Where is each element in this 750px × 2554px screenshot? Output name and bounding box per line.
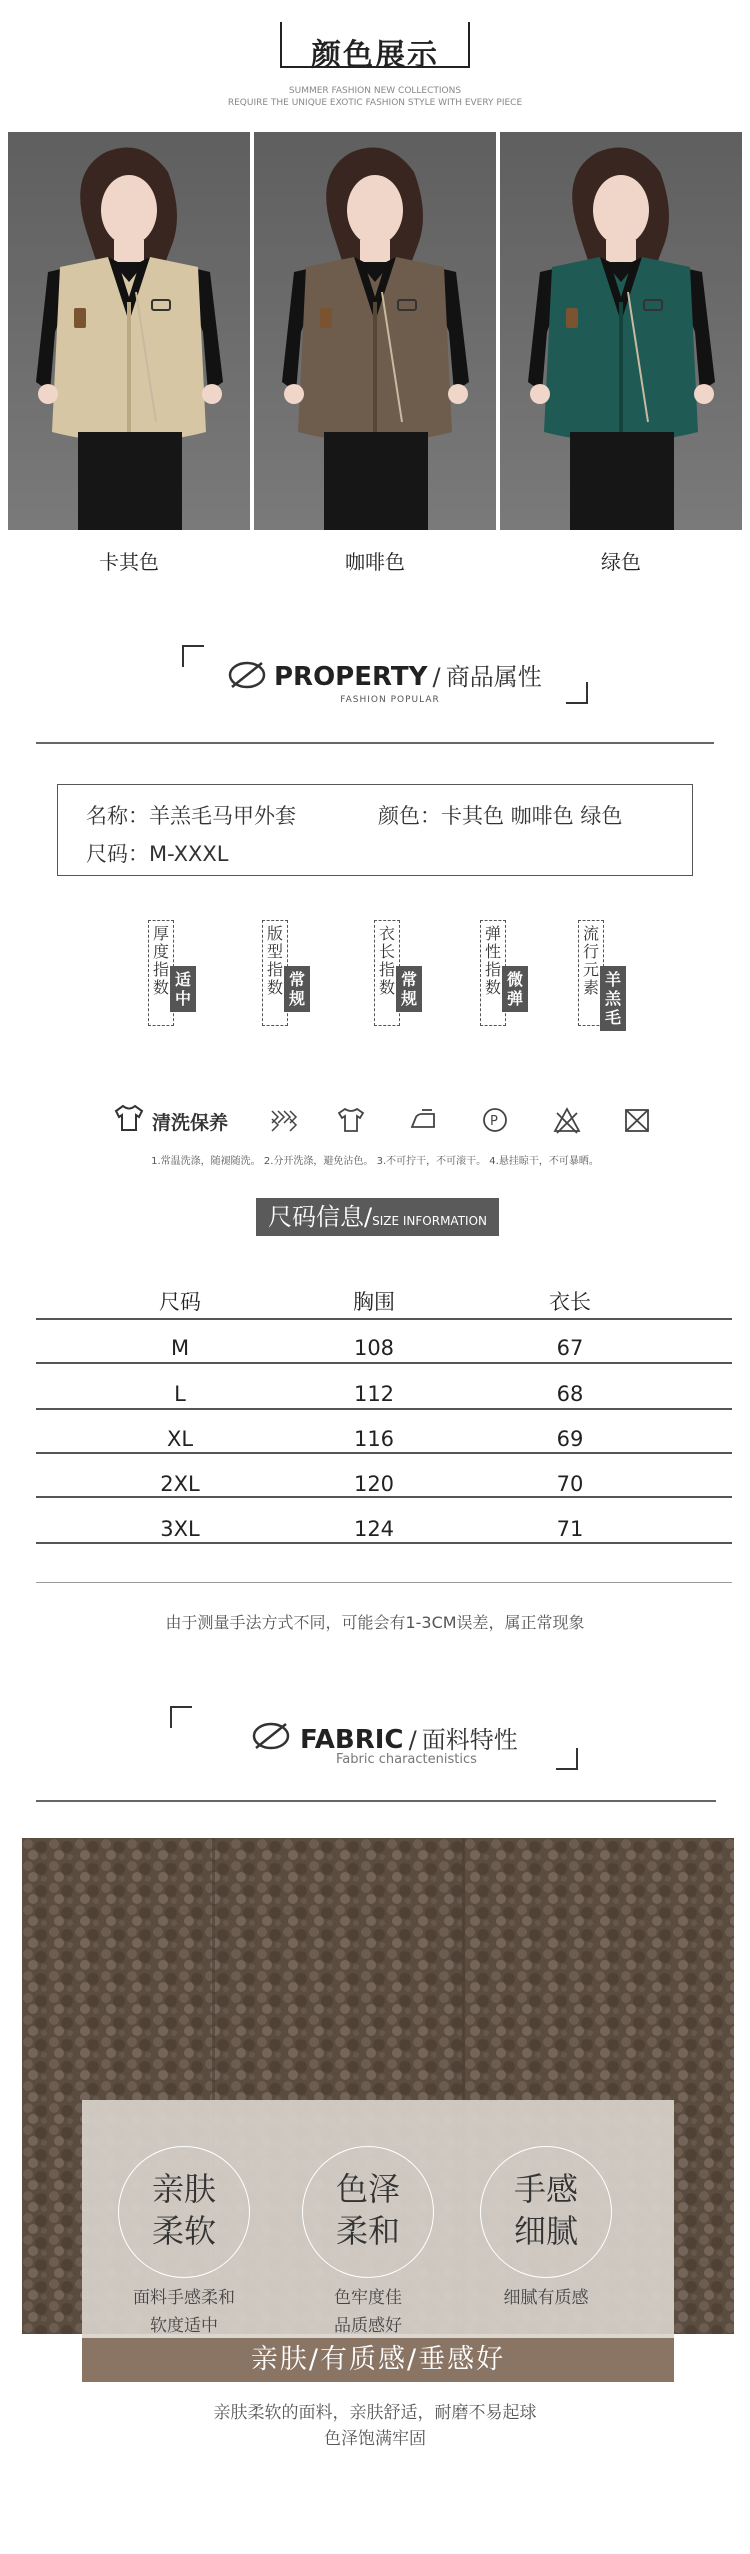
table-cell: XL xyxy=(166,1427,194,1451)
table-cell: 112 xyxy=(353,1382,395,1406)
table-cell: M xyxy=(170,1336,190,1360)
model-figure xyxy=(8,132,250,530)
table-row-divider xyxy=(36,1542,732,1544)
feature-title: 亲肤 xyxy=(151,2170,216,2208)
table-row-divider xyxy=(36,1496,732,1498)
model-figure xyxy=(254,132,496,530)
fabric-bracket-top-left xyxy=(170,1706,192,1728)
table-cell: 108 xyxy=(353,1336,395,1360)
shirt-wash-icon xyxy=(336,1105,366,1135)
product-sizes: 尺码：M-XXXL xyxy=(86,842,229,866)
feature-title: 色泽 xyxy=(335,2170,400,2208)
feature-title: 柔软 xyxy=(151,2212,216,2250)
feature-description: 色牢度佳 xyxy=(334,2288,402,2308)
wash-care-note: 1.常温洗涤，随褪随洗。 2.分开洗涤，避免沾色。 3.不可拧干，不可滚干。 4.悬挂晾干，不可暴晒。 xyxy=(151,1156,599,1167)
table-cell: 3XL xyxy=(160,1517,200,1541)
feature-title: 手感 xyxy=(513,2170,578,2208)
table-bottom-line xyxy=(36,1582,732,1583)
feature-description: 面料手感柔和 xyxy=(133,2288,235,2308)
dry-clean-icon xyxy=(480,1105,510,1135)
slash-circle-icon xyxy=(226,660,268,690)
product-colors: 颜色：卡其色 咖啡色 绿色 xyxy=(378,804,623,828)
scale-label: 弹性指数 xyxy=(480,920,506,1026)
product-name: 名称：羊羔毛马甲外套 xyxy=(86,804,296,828)
table-cell: 69 xyxy=(556,1427,584,1451)
scale-value-tag: 微弹 xyxy=(502,966,528,1012)
color-section-title: 颜色展示 xyxy=(311,38,439,73)
property-subtitle: FASHION POPULAR xyxy=(340,695,440,705)
no-tumble-dry-icon xyxy=(622,1105,652,1135)
bracket-top-left xyxy=(182,645,204,667)
table-cell: 2XL xyxy=(160,1472,200,1496)
color-label: 绿色 xyxy=(601,550,641,574)
divider xyxy=(36,742,714,744)
table-cell: 67 xyxy=(556,1336,584,1360)
scale-value-tag: 常规 xyxy=(284,966,310,1012)
model-photo xyxy=(8,132,250,530)
color-label: 卡其色 xyxy=(99,550,159,574)
table-row-divider xyxy=(36,1318,732,1320)
feature-title: 柔和 xyxy=(335,2212,400,2250)
table-header-cell: 尺码 xyxy=(159,1290,201,1314)
table-cell: 120 xyxy=(353,1472,395,1496)
feature-description: 软度适中 xyxy=(150,2316,218,2336)
table-row-divider xyxy=(36,1408,732,1410)
table-row-divider xyxy=(36,1452,732,1454)
model-photo xyxy=(500,132,742,530)
scale-label: 衣长指数 xyxy=(374,920,400,1026)
size-note: 由于测量手法方式不同，可能会有1-3CM误差，属正常现象 xyxy=(165,1613,585,1632)
scale-label: 厚度指数 xyxy=(148,920,174,1026)
tshirt-icon xyxy=(112,1103,146,1133)
model-photo xyxy=(254,132,496,530)
table-cell: L xyxy=(174,1382,186,1406)
table-cell: 68 xyxy=(556,1382,584,1406)
fabric-banner: 亲肤/有质感/垂感好 xyxy=(82,2338,674,2382)
no-bleach-icon xyxy=(552,1105,582,1135)
table-cell: 124 xyxy=(353,1517,395,1541)
table-row-divider xyxy=(36,1362,732,1364)
wash-temperature-icon xyxy=(268,1105,298,1135)
table-cell: 70 xyxy=(556,1472,584,1496)
fabric-footer-line-1: 亲肤柔软的面料，亲肤舒适，耐磨不易起球 xyxy=(213,2403,537,2423)
model-figure xyxy=(500,132,742,530)
color-tag-line-2: REQUIRE THE UNIQUE EXOTIC FASHION STYLE WITH EVERY PIECE xyxy=(227,98,523,108)
iron-icon xyxy=(408,1105,438,1135)
fabric-footer-line-2: 色泽饱满牢固 xyxy=(324,2429,426,2449)
fabric-slash-circle-icon xyxy=(250,1721,292,1751)
feature-description: 细腻有质感 xyxy=(503,2288,589,2308)
scale-value-tag: 常规 xyxy=(396,966,422,1012)
fabric-bracket-bottom-right xyxy=(556,1748,578,1770)
scale-value-tag: 羊羔毛 xyxy=(600,966,626,1031)
table-cell: 116 xyxy=(353,1427,395,1451)
feature-description: 品质感好 xyxy=(334,2316,402,2336)
feature-title: 细腻 xyxy=(513,2212,578,2250)
wash-care-title: 清洗保养 xyxy=(152,1112,229,1134)
scale-label: 版型指数 xyxy=(262,920,288,1026)
property-title: PROPERTY / 商品属性 xyxy=(274,662,542,692)
svg-text:P: P xyxy=(490,1114,498,1129)
color-tag-line-1: SUMMER FASHION NEW COLLECTIONS xyxy=(288,86,462,96)
table-cell: 71 xyxy=(556,1517,584,1541)
color-label: 咖啡色 xyxy=(345,550,405,574)
size-info-header: 尺码信息/SIZE INFORMATION xyxy=(256,1198,499,1236)
table-header-cell: 衣长 xyxy=(549,1290,591,1314)
table-header-cell: 胸围 xyxy=(353,1290,395,1314)
bracket-bottom-right xyxy=(566,682,588,704)
fabric-subtitle: Fabric charactenistics xyxy=(336,1752,477,1767)
fabric-title: FABRIC / 面料特性 xyxy=(300,1725,518,1755)
scale-value-tag: 适中 xyxy=(170,966,196,1012)
fabric-divider xyxy=(36,1800,716,1802)
scale-label: 流行元素 xyxy=(578,920,604,1026)
